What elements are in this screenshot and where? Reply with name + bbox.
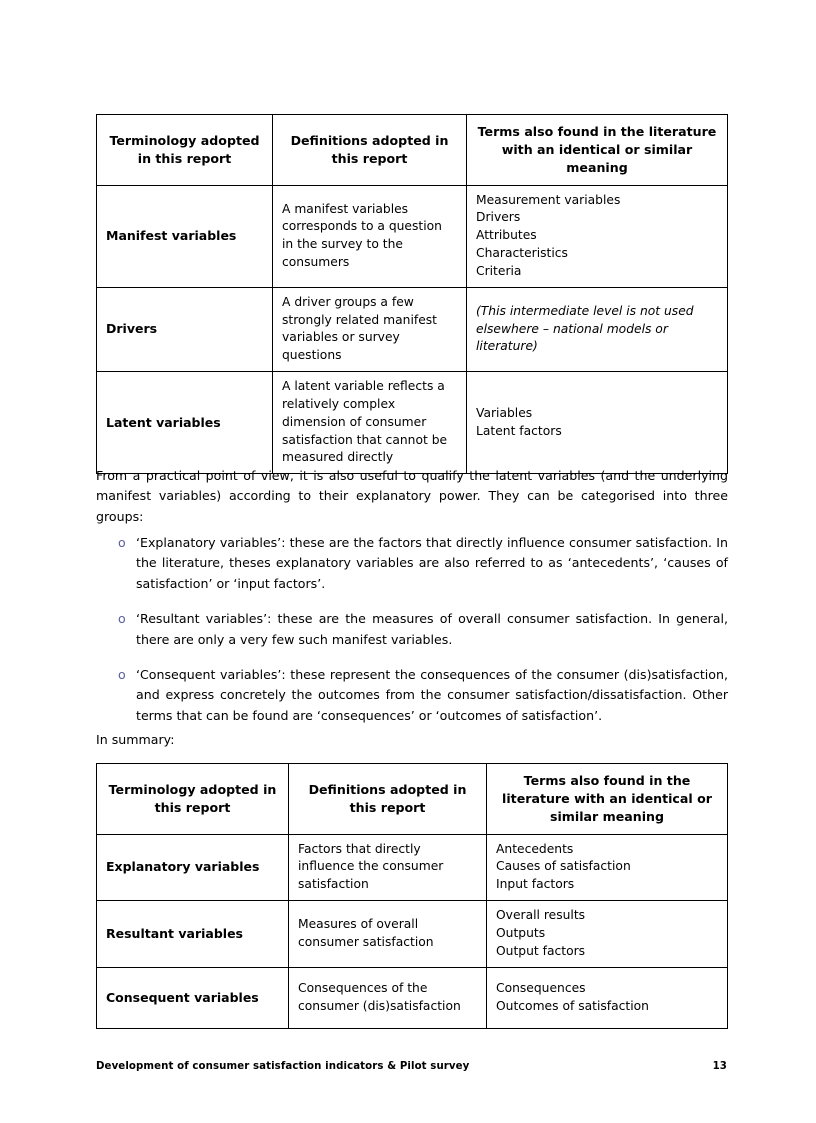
list-item — [96, 665, 728, 726]
alt-terms-list — [487, 901, 728, 967]
summary-lead-text: In summary: — [96, 732, 175, 747]
table-row — [97, 185, 728, 287]
alt-term: Consequences — [496, 980, 586, 995]
page-footer — [96, 1061, 727, 1072]
definition-text: Consequences of the consumer (dis)satisfaction — [289, 967, 487, 1028]
table-header-row — [97, 115, 728, 186]
table-row — [97, 967, 728, 1028]
intro-paragraph: From a practical point of view, it is also useful to qualify the latent variables (and the underlying manifest variables) according to their explanatory power. They can be categorised into three groups: — [96, 468, 728, 524]
term-label: Resultant variables — [97, 901, 289, 967]
header-definitions: Definitions adopted in this report — [289, 764, 487, 835]
list-item — [96, 609, 728, 650]
term-label: Latent variables — [97, 372, 273, 474]
term-label: Drivers — [97, 287, 273, 371]
alt-term: Characteristics — [476, 246, 568, 261]
alt-term: Variables — [476, 405, 533, 420]
header-other-terms: Terms also found in the literature with an identical or similar meaning — [467, 115, 728, 186]
header-other-terms: Terms also found in the literature with an identical or similar meaning — [487, 764, 728, 835]
table-header-row — [97, 764, 728, 835]
term-label: Consequent variables — [97, 967, 289, 1028]
alt-terms-list — [487, 967, 728, 1028]
table-row — [97, 372, 728, 474]
list-item — [96, 533, 728, 594]
alt-term: Antecedents — [496, 841, 574, 856]
footer-title: Development of consumer satisfaction indicators & Pilot survey — [96, 1061, 470, 1072]
alt-term: Measurement variables — [476, 192, 621, 207]
alt-term: Output factors — [496, 943, 586, 958]
definition-text: Measures of overall consumer satisfaction — [289, 901, 487, 967]
definition-text: A latent variable reflects a relatively complex dimension of consumer satisfaction that cannot be measured directly — [273, 372, 467, 474]
terminology-table — [96, 114, 728, 474]
table-row — [97, 901, 728, 967]
header-definitions: Definitions adopted in this report — [273, 115, 467, 186]
list-item-text: ‘Consequent variables’: these represent the consequences of the consumer (dis)satisfaction, and express concretely the outcomes from the consumer satisfaction/dissatisfaction. Other terms that can be found are ‘consequences’ or ‘outcomes of satisfaction’. — [136, 666, 728, 723]
definition-text: Factors that directly influence the consumer satisfaction — [289, 834, 487, 900]
term-label: Explanatory variables — [97, 834, 289, 900]
alt-term: Latent factors — [476, 423, 562, 438]
page-number: 13 — [712, 1061, 727, 1072]
alt-term: Criteria — [476, 263, 522, 278]
alt-term: Drivers — [476, 210, 521, 225]
alt-term: Outputs — [496, 925, 546, 940]
header-terminology: Terminology adopted in this report — [97, 764, 289, 835]
alt-term: Causes of satisfaction — [496, 859, 631, 874]
alt-terms-list — [487, 834, 728, 900]
circle-bullet-icon: o — [118, 611, 126, 627]
table-row — [97, 834, 728, 900]
alt-terms-list — [467, 185, 728, 287]
alt-term: Outcomes of satisfaction — [496, 998, 649, 1013]
variable-types-list — [96, 533, 728, 726]
term-label: Manifest variables — [97, 185, 273, 287]
alt-term: Attributes — [476, 228, 537, 243]
table-row — [97, 287, 728, 371]
list-item-text: ‘Resultant variables’: these are the measures of overall consumer satisfaction. In general, there are only a very few such manifest variables. — [136, 611, 728, 647]
alt-terms-note: (This intermediate level is not used elsewhere – national models or literature) — [467, 287, 728, 371]
header-terminology: Terminology adopted in this report — [97, 115, 273, 186]
list-item-text: ‘Explanatory variables’: these are the factors that directly influence consumer satisfaction. In the literature, theses explanatory variables are also referred to as ‘antecedents’, ‘causes of satisfaction’ or ‘input factors’. — [136, 535, 728, 591]
circle-bullet-icon: o — [118, 666, 126, 682]
alt-term: Input factors — [496, 877, 575, 892]
definition-text: A driver groups a few strongly related manifest variables or survey questions — [273, 287, 467, 371]
alt-terms-list — [467, 372, 728, 474]
alt-term: Overall results — [496, 908, 586, 923]
definition-text: A manifest variables corresponds to a question in the survey to the consumers — [273, 185, 467, 287]
circle-bullet-icon: o — [118, 535, 126, 550]
summary-table — [96, 763, 728, 1029]
